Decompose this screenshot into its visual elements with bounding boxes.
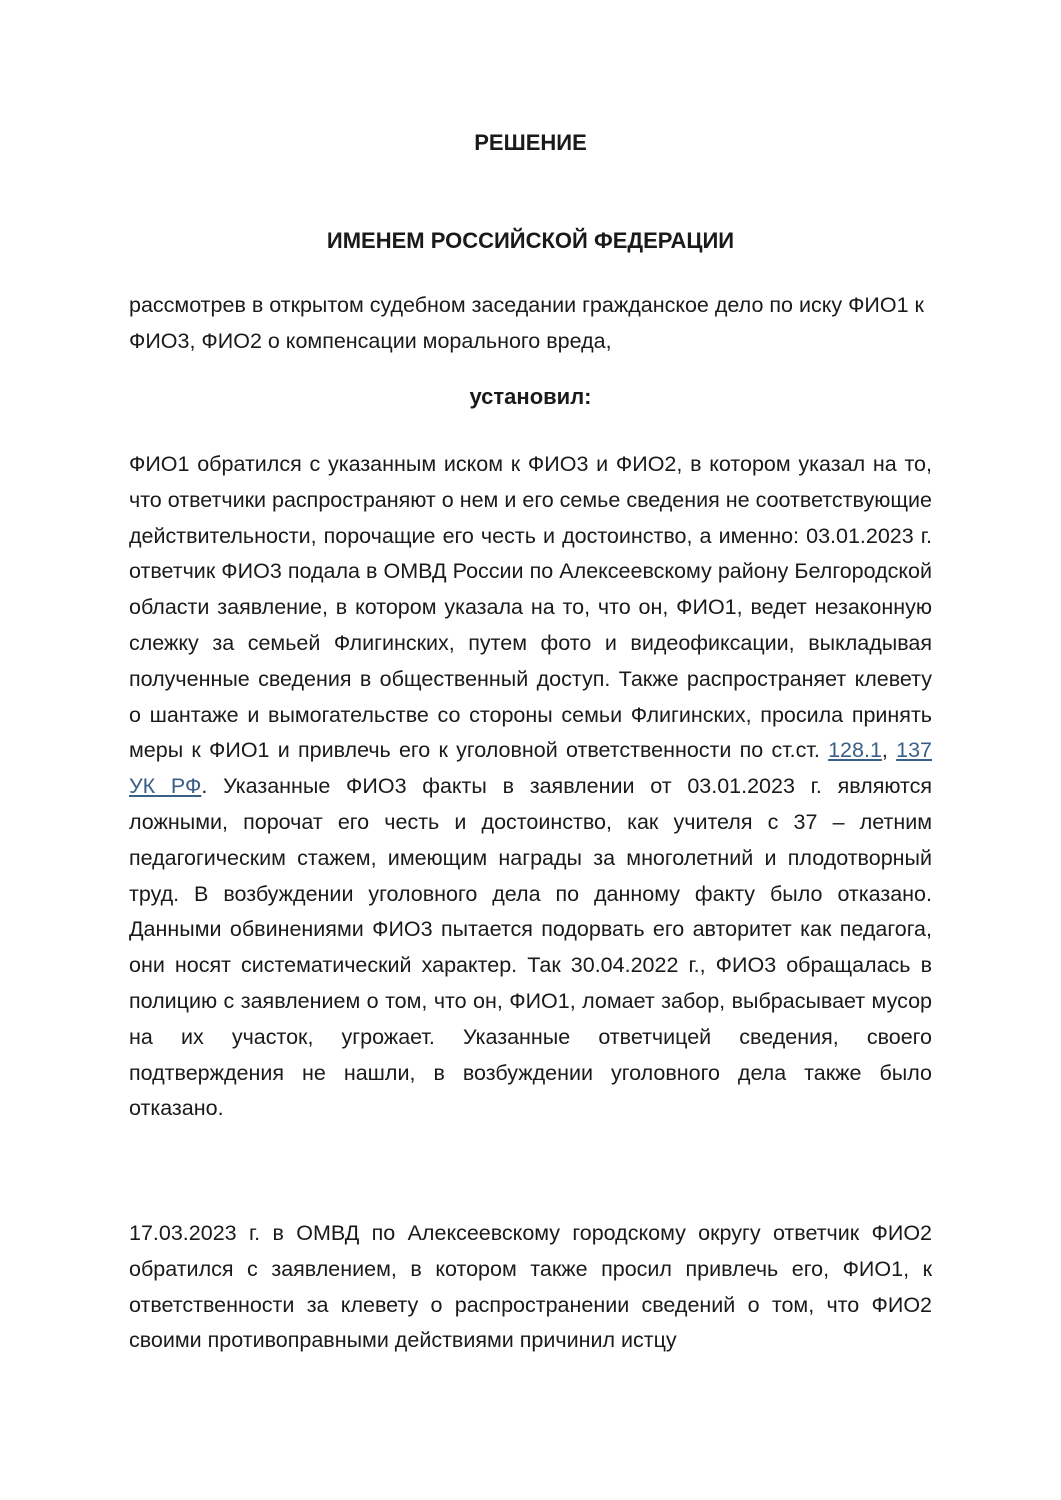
intro-paragraph: рассмотрев в открытом судебном заседании гражданское дело по иску ФИО1 к ФИО3, ФИО2 о компенсации морального вреда, bbox=[129, 293, 924, 353]
paragraph-claim bbox=[129, 447, 932, 1127]
law-link-128-1[interactable]: 128.1 bbox=[828, 738, 882, 763]
paragraph-claim-text-start: ФИО1 обратился с указанным иском к ФИО3 и ФИО2, в котором указал на то, что ответчики распространяют о нем и его семье сведения не соответствующие действительности, порочащие его честь и достоинство, а именно: 03.01.2023 г. ответчик ФИО3 подала в ОМВД России по Алексеевскому району Белгородской области заявление, в котором указала на то, что он, ФИО1, ведет незаконную слежку за семьей Флигинских, путем фото и видеофиксации, выкладывая полученные сведения в общественный доступ. Также распространяет клевету о шантаже и вымогательстве со стороны семьи Флигинских, просила принять меры к ФИО1 и привлечь его к уголовной ответственности по ст.ст. bbox=[129, 452, 932, 763]
paragraph-claim-text-end: . Указанные ФИО3 факты в заявлении от 03.01.2023 г. являются ложными, порочат его честь и достоинство, как учителя с 37 – летним педагогическим стажем, имеющим награды за многолетний и плодотворный труд. В возбуждении уголовного дела по данному факту было отказано. Данными обвинениями ФИО3 пытается подорвать его авторитет как педагога, они носят систематический характер. Так 30.04.2022 г., ФИО3 обращалась в полицию с заявлением о том, что он, ФИО1, ломает забор, выбрасывает мусор на их участок, угрожает. Указанные ответчицей сведения, своего подтверждения не нашли, в возбуждении уголовного дела также было отказано. bbox=[129, 774, 932, 1121]
established-heading: установил: bbox=[469, 384, 592, 409]
document-title: РЕШЕНИЕ bbox=[474, 130, 587, 155]
law-link-137[interactable]: 137 УК РФ bbox=[129, 738, 932, 799]
link-separator: , bbox=[881, 738, 897, 763]
document-subtitle: ИМЕНЕМ РОССИЙСКОЙ ФЕДЕРАЦИИ bbox=[326, 228, 735, 253]
paragraph-second-complaint: 17.03.2023 г. в ОМВД по Алексеевскому городскому округу ответчик ФИО2 обратился с заявлением, в котором также просил привлечь его, ФИО1, к ответственности за клевету о распространении сведений о том, что ФИО2 своими противоправными действиями причинил истцу bbox=[129, 1221, 932, 1353]
